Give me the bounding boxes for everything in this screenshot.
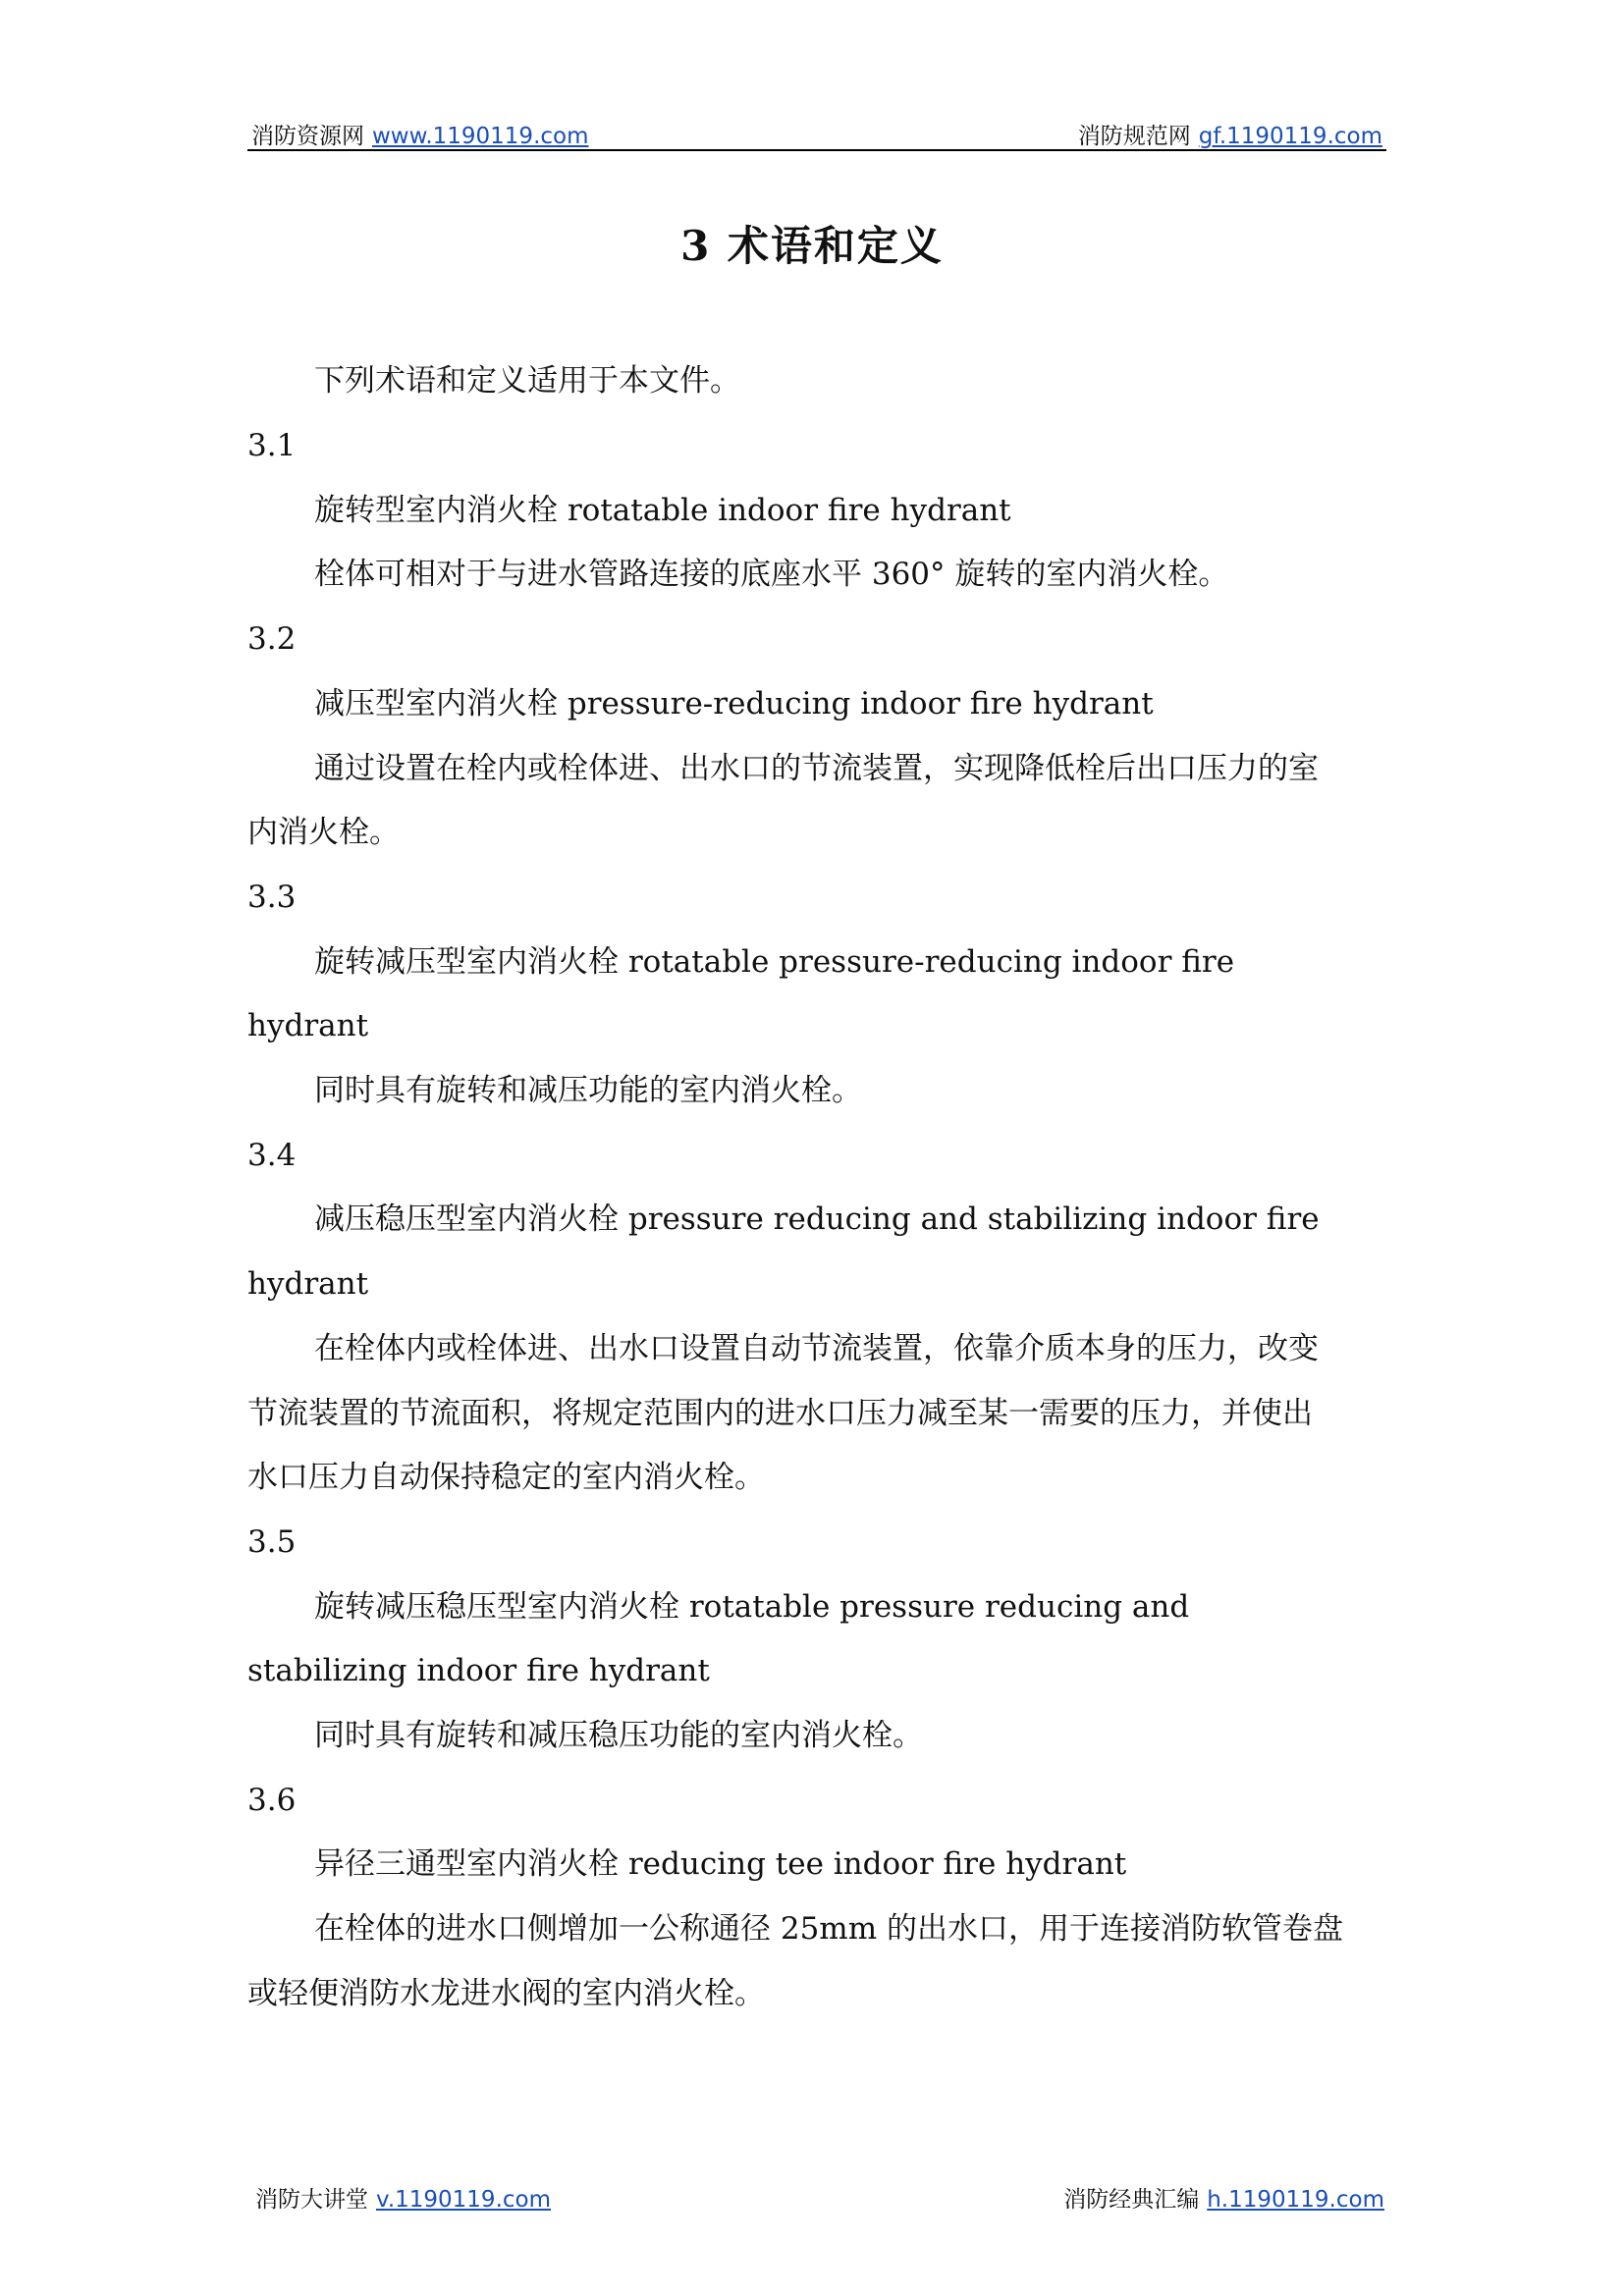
term-definition: 同时具有旋转和减压稳压功能的室内消火栓。 <box>314 1718 923 1753</box>
header-right-label: 消防规范网 <box>1077 124 1191 149</box>
term-definition: 节流装置的节流面积，将规定范围内的进水口压力减至某一需要的压力，并使出 <box>247 1396 1313 1431</box>
term-number: 3.4 <box>247 1138 297 1173</box>
term-name: hydrant <box>247 1266 369 1302</box>
footer-left <box>255 2181 551 2214</box>
intro-text: 下列术语和定义适用于本文件。 <box>314 363 740 399</box>
term-name: 旋转减压型室内消火栓 rotatable pressure-reducing indoor fire <box>314 944 1235 980</box>
term-name: 减压型室内消火栓 pressure-reducing indoor fire hydrant <box>314 686 1154 721</box>
term-name: hydrant <box>247 1008 369 1043</box>
term-definition: 同时具有旋转和减压功能的室内消火栓。 <box>314 1073 862 1108</box>
term-number: 3.6 <box>247 1783 297 1818</box>
term-number: 3.5 <box>247 1524 297 1560</box>
term-name: stabilizing indoor fire hydrant <box>247 1653 710 1688</box>
footer-left-link[interactable]: v.1190119.com <box>376 2187 552 2213</box>
term-definition: 通过设置在栓内或栓体进、出水口的节流装置，实现降低栓后出口压力的室 <box>314 751 1319 786</box>
page-header <box>247 116 1386 151</box>
footer-right-link[interactable]: h.1190119.com <box>1207 2187 1384 2213</box>
header-right <box>1078 118 1382 150</box>
term-name: 旋转型室内消火栓 rotatable indoor fire hydrant <box>314 493 1011 528</box>
term-number: 3.2 <box>247 621 297 657</box>
term-definition: 内消火栓。 <box>247 815 400 850</box>
header-left <box>251 118 589 150</box>
term-definition: 栓体可相对于与进水管路连接的底座水平 360° 旋转的室内消火栓。 <box>314 557 1229 592</box>
term-name: 旋转减压稳压型室内消火栓 rotatable pressure reducing and <box>314 1589 1190 1625</box>
term-name: 减压稳压型室内消火栓 pressure reducing and stabilizing indoor fire <box>314 1201 1320 1237</box>
term-number: 3.1 <box>247 428 297 463</box>
term-definition: 在栓体的进水口侧增加一公称通径 25mm 的出水口，用于连接消防软管卷盘 <box>314 1911 1343 1947</box>
term-definition: 在栓体内或栓体进、出水口设置自动节流装置，依靠介质本身的压力，改变 <box>314 1331 1319 1366</box>
header-left-label: 消防资源网 <box>251 124 364 149</box>
header-right-link[interactable]: gf.1190119.com <box>1198 124 1382 149</box>
footer-right-label: 消防经典汇编 <box>1063 2187 1200 2213</box>
term-name: 异径三通型室内消火栓 reducing tee indoor fire hydrant <box>314 1846 1127 1882</box>
section-title: 3 术语和定义 <box>680 222 944 270</box>
term-number: 3.3 <box>247 880 297 915</box>
term-definition: 或轻便消防水龙进水阀的室内消火栓。 <box>247 1976 765 2011</box>
footer-right <box>1063 2181 1384 2214</box>
term-definition: 水口压力自动保持稳定的室内消火栓。 <box>247 1460 765 1495</box>
header-left-link[interactable]: www.1190119.com <box>372 124 589 149</box>
footer-left-label: 消防大讲堂 <box>255 2187 368 2213</box>
